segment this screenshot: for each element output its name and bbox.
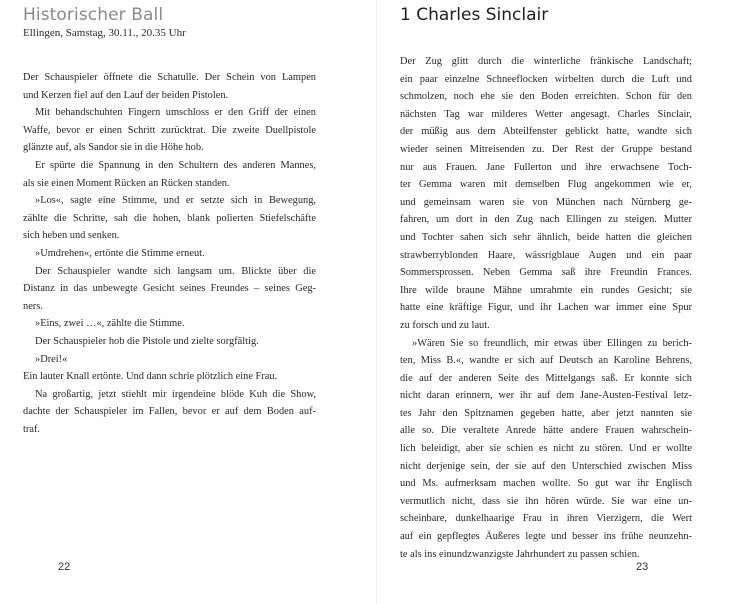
- left-body-text: [23, 69, 316, 438]
- text-line: Mit behandschuhten Fingern umschloss er den Griff der einen: [35, 107, 316, 119]
- text-line: nur aus Frauen. Jane Fullerton und ihre erwachsene Toch-: [400, 161, 692, 173]
- text-line: auf ein gepflegtes Äußeres legte und besser ins frühe neunzehn-: [400, 531, 692, 543]
- text-line: Ein lauter Knall ertönte. Und dann schrie plötzlich eine Frau.: [23, 371, 278, 383]
- text-line: vermutlich nicht, dass sie ihn hören würde. Sie war eine un-: [400, 495, 692, 507]
- text-line: Der Zug glitt durch die winterliche fränkische Landschaft;: [400, 56, 692, 67]
- text-line: zu forsch und zu laut.: [400, 319, 490, 331]
- text-line: fahren, um dort in den Zug nach Ellingen zu steigen. Mutter: [400, 214, 692, 226]
- text-line: nicht derjenige sein, der sie auf den Unterschied zwischen Miss: [400, 460, 692, 472]
- text-line: Der Schauspieler öffnete die Schatulle. Der Schein von Lampen: [23, 72, 316, 83]
- text-line: Ihre wilde braune Mähne umrahmte ein rundes Gesicht; sie: [400, 284, 692, 296]
- left-page: [0, 0, 376, 604]
- text-line: Na großartig, jetzt stiehlt mir irgendeine blöde Kuh die Show,: [35, 388, 316, 400]
- text-line: ners.: [23, 300, 43, 312]
- chapter-subtitle: Ellingen, Samstag, 30.11., 20.35 Uhr: [23, 27, 186, 39]
- text-line: te als ins einundzwanzigste Jahrhundert zu passen schien.: [400, 548, 640, 560]
- text-line: Distanz in das unbewegte Gesicht seines Freundes – seines Geg-: [23, 283, 316, 295]
- text-line: dachte der Schauspieler im Fallen, bevor er auf dem Boden auf-: [23, 406, 316, 418]
- text-line: der müßig aus dem Abteilfenster geblickt hatte, wandte sich: [400, 126, 692, 138]
- text-line: nächsten Tag war milderes Wetter angesagt. Charles Sinclair,: [400, 108, 692, 120]
- text-line: Sommersprossen. Neben Gemma saß ihre Freundin Frances.: [400, 267, 692, 279]
- text-line: nicht daran erinnern, wer ihr auf dem Jane-Austen-Festival letz-: [400, 390, 692, 402]
- text-line: »Los«, sagte eine Stimme, und er setzte sich in Bewegung,: [35, 195, 316, 207]
- text-line: tes Jahr den Spitznamen gegeben hatte, aber jetzt nannten sie: [400, 407, 692, 419]
- text-line: die auf der anderen Seite des Mittelgangs saß. Er konnte sich: [400, 372, 692, 384]
- text-line: lich beleidigt, aber sie schien es nicht zu stören. Und er wollte: [400, 443, 692, 455]
- text-line: Der Schauspieler hob die Pistole und zielte sorgfältig.: [35, 335, 259, 347]
- text-line: »Umdrehen«, ertönte die Stimme erneut.: [35, 247, 205, 259]
- text-line: schmolzen, noch ehe sie den Boden erreichten. Schon für den: [400, 91, 692, 103]
- text-line: hatte eine kräftige Figur, und ihr Lachen war immer eine Spur: [400, 302, 692, 314]
- text-line: Waffe, bevor er einen Schritt zurücktrat. Die zweite Duellpistole: [23, 124, 316, 136]
- page-number-left: 22: [58, 561, 71, 573]
- text-line: »Wären Sie so freundlich, mir etwas über Ellingen zu berich-: [412, 337, 692, 349]
- text-line: und Kerzen fiel auf den Lauf der beiden Pistolen.: [23, 89, 229, 101]
- text-line: glänzte auf, als Sandor sie in die Höhe hob.: [23, 142, 204, 154]
- text-line: strawberryblonden Haare, wässrigblaue Augen und ein paar: [400, 249, 692, 261]
- text-line: »Drei!«: [35, 353, 68, 365]
- right-body-text: [400, 53, 692, 563]
- text-line: als sie einen Moment Rücken an Rücken standen.: [23, 177, 230, 189]
- text-line: scheinbare, dunkelhaarige Frau in ihren Vierzigern, die Wert: [400, 513, 692, 525]
- page-number-right: 23: [636, 561, 649, 573]
- right-page: [377, 0, 755, 604]
- text-line: Der Schauspieler wandte sich langsam um. Blickte über die: [35, 265, 316, 277]
- text-line: alle so. Die veraltete Anrede hätte andere Frauen wahrschein-: [400, 425, 692, 437]
- text-line: »Eins, zwei …«, zählte die Stimme.: [35, 318, 185, 330]
- chapter-heading: 1 Charles Sinclair: [400, 5, 549, 25]
- text-line: ein paar einzelne Schneeflocken wirbelten durch die Luft und: [400, 73, 692, 85]
- text-line: und gemeinsam waren sie von München nach Nürnberg ge-: [400, 196, 692, 208]
- text-line: wieder seinen Mitreisenden zu. Der Rest der Gruppe bestand: [400, 143, 692, 155]
- text-line: ter Gemma waren mit demselben Flug angekommen wie er,: [400, 179, 692, 191]
- text-line: Er spürte die Spannung in den Schultern des anderen Mannes,: [35, 159, 316, 171]
- chapter-title: Historischer Ball: [23, 5, 164, 25]
- text-line: zählte die Schritte, sah die hohen, blank polierten Stiefelschäfte: [23, 212, 316, 224]
- text-line: und Ms. aufmerksam machen wollte. So gut war ihr Englisch: [400, 478, 692, 490]
- text-line: sich heben und senken.: [23, 230, 120, 242]
- text-line: und Tochter sahen sich sehr ähnlich, beide hatten die gleichen: [400, 231, 692, 243]
- text-line: ten, Miss B.«, wandte er sich auf Deutsch an Karoline Behrens,: [400, 355, 692, 367]
- text-line: traf.: [23, 423, 41, 435]
